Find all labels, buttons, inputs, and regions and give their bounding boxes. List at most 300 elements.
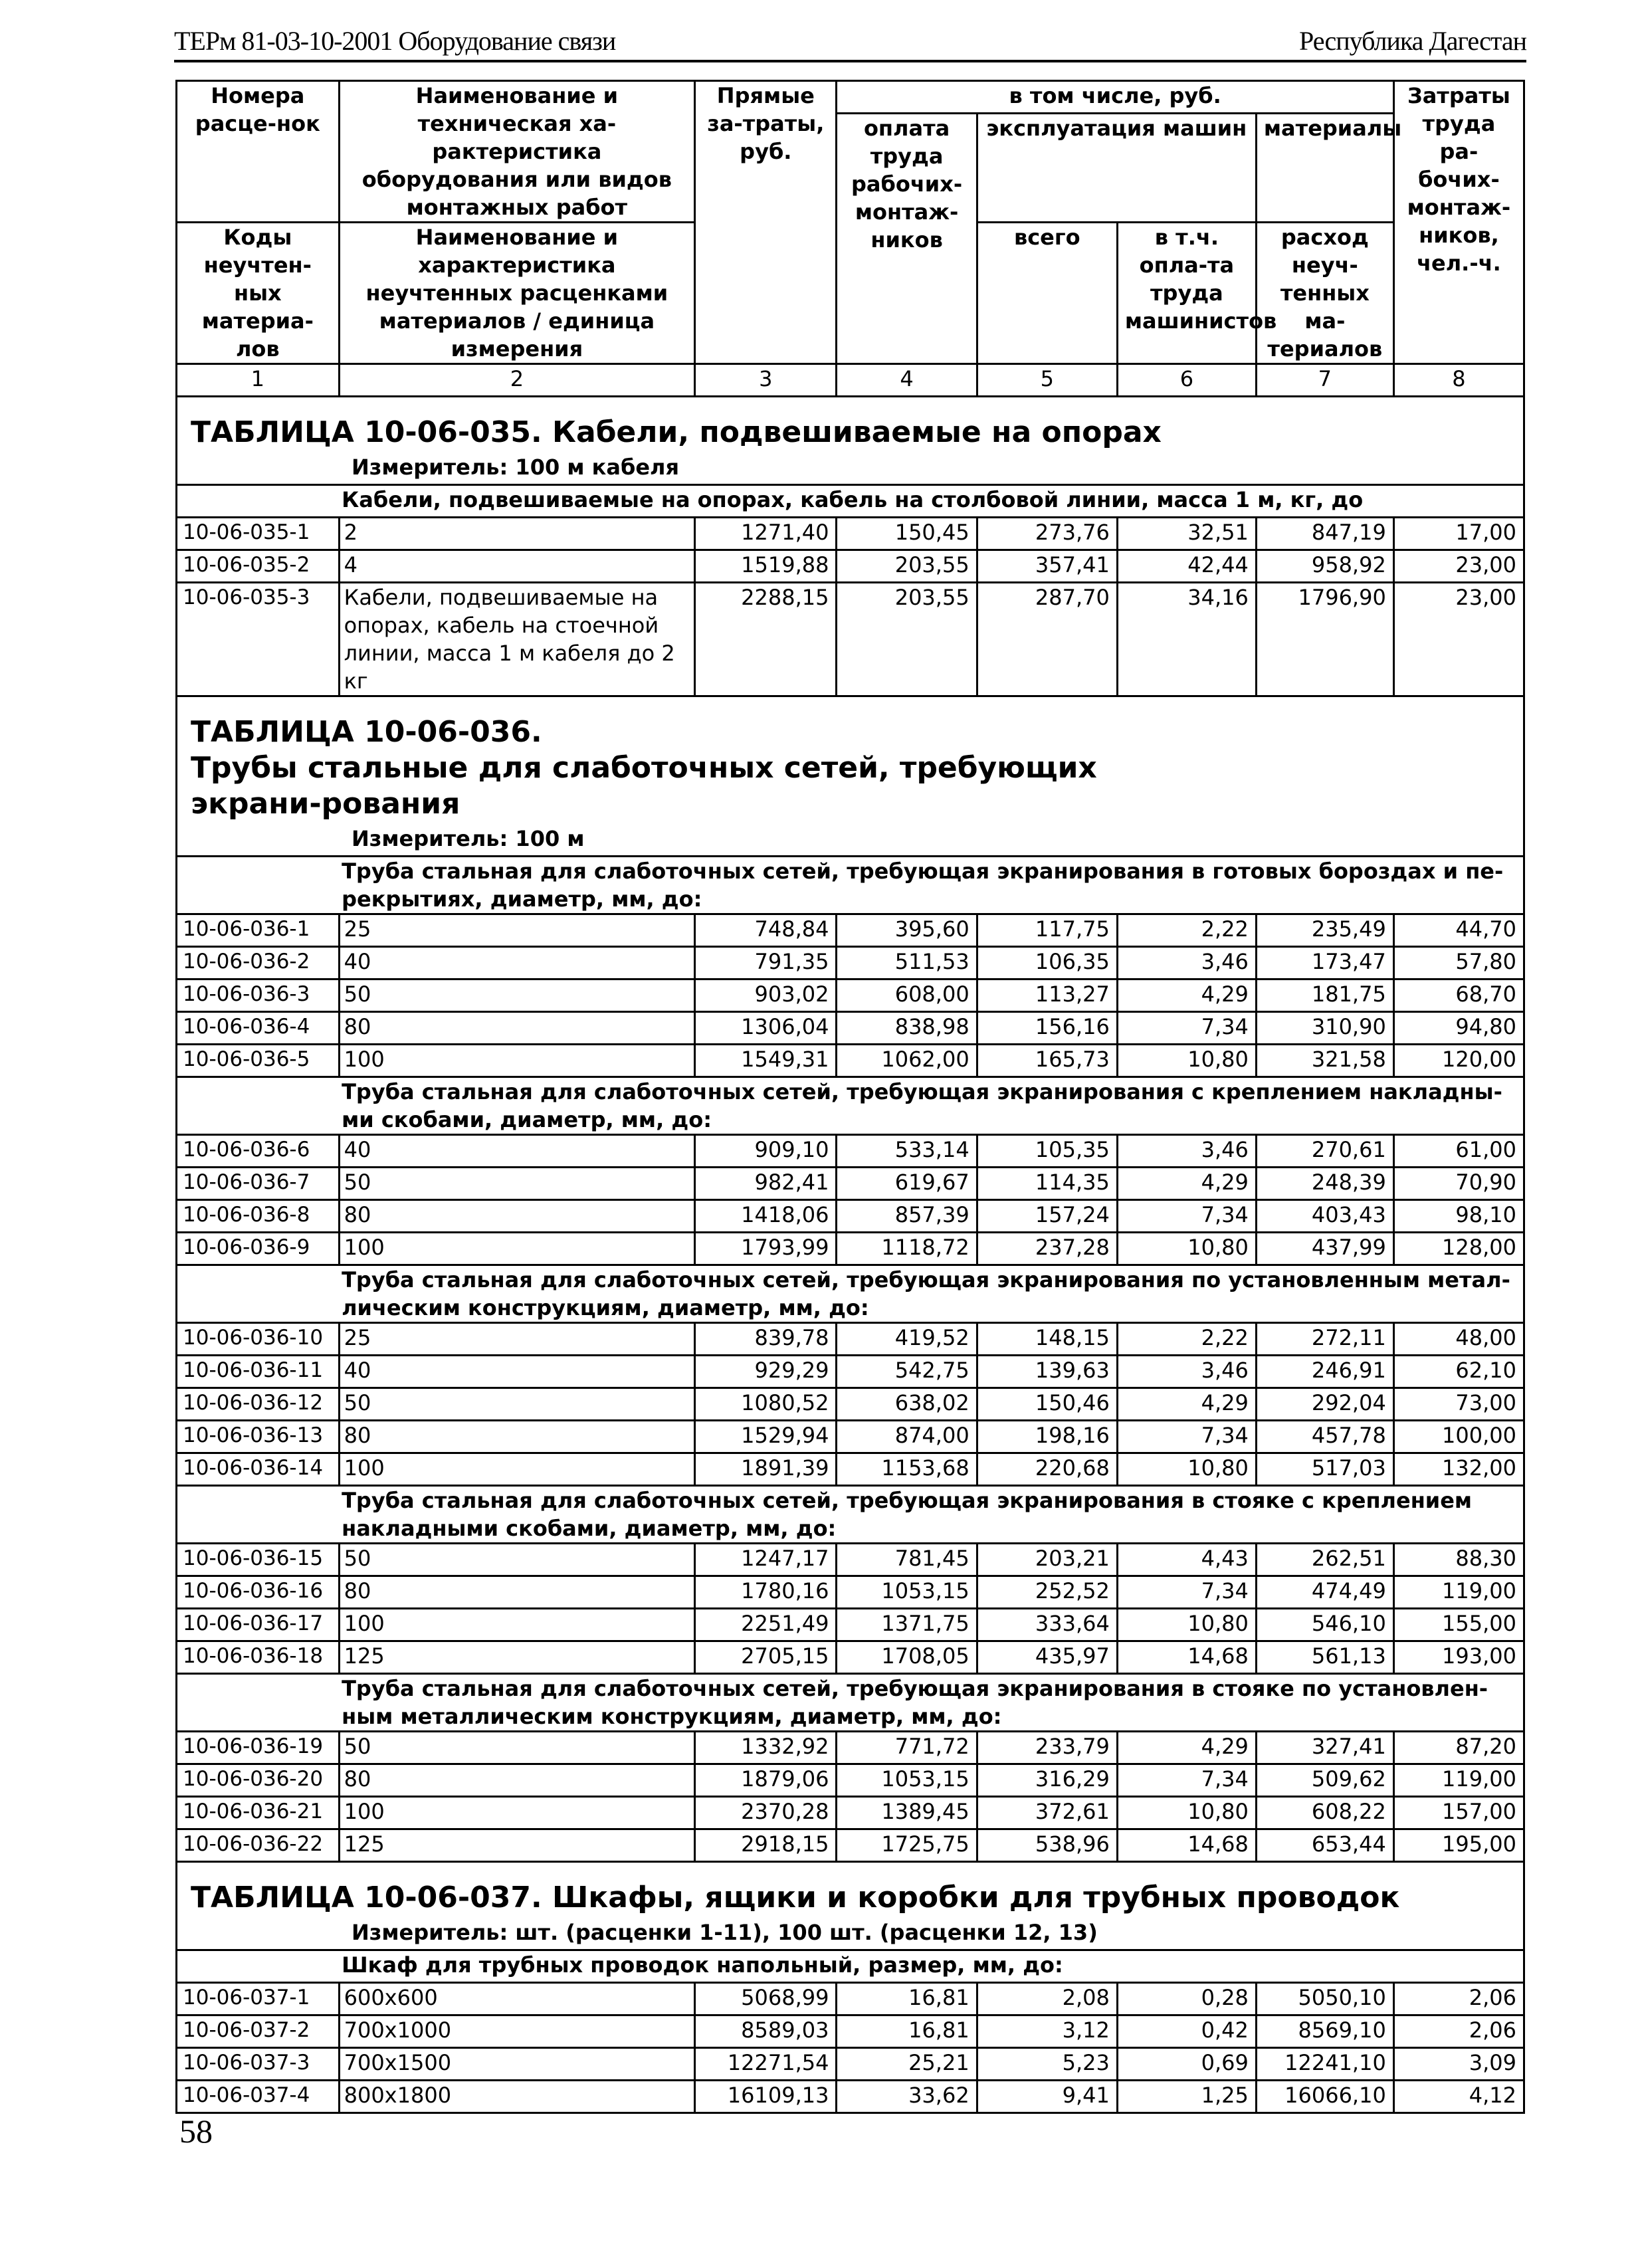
labor-pay: 203,55 (837, 583, 977, 696)
labor-pay: 33,62 (837, 2081, 977, 2113)
column-number: 1 (177, 364, 340, 397)
page-number: 58 (179, 2113, 213, 2150)
rate-row (177, 1233, 1524, 1265)
column-number: 2 (339, 364, 695, 397)
labor-pay: 1389,45 (837, 1797, 977, 1829)
group-title-spacer (177, 1077, 340, 1135)
rate-description: 700x1500 (339, 2048, 695, 2081)
labor-hours: 128,00 (1393, 1233, 1524, 1265)
column-number: 8 (1393, 364, 1524, 397)
machinist-pay: 4,29 (1117, 1388, 1256, 1421)
machines-total: 5,23 (977, 2048, 1117, 2081)
direct-costs: 1306,04 (695, 1012, 837, 1045)
rate-code: 10-06-036-22 (177, 1829, 340, 1862)
header-labor-pay: оплата труда рабочих-монтаж-ников (837, 114, 977, 364)
labor-hours: 61,00 (1393, 1135, 1524, 1168)
machinist-pay: 42,44 (1117, 550, 1256, 583)
rate-row (177, 1576, 1524, 1609)
rate-code: 10-06-036-15 (177, 1544, 340, 1576)
labor-pay: 542,75 (837, 1356, 977, 1388)
rate-description: Кабели, подвешиваемые на опорах, кабель на стоечной линии, масса 1 м кабеля до 2 кг (339, 583, 695, 696)
material-usage: 12241,10 (1256, 2048, 1393, 2081)
material-usage: 517,03 (1256, 1453, 1393, 1486)
rates-document (175, 80, 1525, 2114)
direct-costs: 1793,99 (695, 1233, 837, 1265)
group-title-row (177, 857, 1524, 914)
labor-pay: 1708,05 (837, 1641, 977, 1674)
material-usage: 181,75 (1256, 979, 1393, 1012)
measure-unit: Измеритель: 100 м (352, 826, 585, 851)
header-work-name: Наименование и техническая ха-рактеристика оборудования или видов монтажных работ (339, 81, 695, 223)
machinist-pay: 3,46 (1117, 947, 1256, 979)
rate-description: 50 (339, 979, 695, 1012)
rate-row (177, 518, 1524, 550)
machines-total: 237,28 (977, 1233, 1117, 1265)
rate-row (177, 1983, 1524, 2015)
material-usage: 270,61 (1256, 1135, 1393, 1168)
header-labor-hours: Затраты труда ра-бочих-монтаж-ников, чел.-ч. (1393, 81, 1524, 364)
rate-code: 10-06-036-20 (177, 1764, 340, 1797)
machinist-pay: 32,51 (1117, 518, 1256, 550)
rate-row (177, 1544, 1524, 1576)
rates-table (175, 80, 1525, 2114)
rate-row (177, 979, 1524, 1012)
rate-row (177, 1764, 1524, 1797)
machines-total: 316,29 (977, 1764, 1117, 1797)
machines-total: 287,70 (977, 583, 1117, 696)
material-usage: 546,10 (1256, 1609, 1393, 1641)
machines-total: 157,24 (977, 1200, 1117, 1233)
rate-code: 10-06-036-14 (177, 1453, 340, 1486)
direct-costs: 1080,52 (695, 1388, 837, 1421)
rate-description: 100 (339, 1609, 695, 1641)
rate-row (177, 947, 1524, 979)
machinist-pay: 4,29 (1117, 979, 1256, 1012)
table-title (184, 397, 1516, 451)
rate-row (177, 583, 1524, 696)
rate-description: 25 (339, 1323, 695, 1356)
labor-pay: 1153,68 (837, 1453, 977, 1486)
rate-description: 100 (339, 1233, 695, 1265)
rate-code: 10-06-036-3 (177, 979, 340, 1012)
material-usage: 437,99 (1256, 1233, 1393, 1265)
header-material-names: Наименование и характеристика неучтенных расценками материалов / единица измерения (339, 223, 695, 364)
table-name: Трубы стальные для слаботочных сетей, требующих экрани-рования (191, 751, 1097, 821)
rate-description: 50 (339, 1388, 695, 1421)
rate-row (177, 2081, 1524, 2113)
machines-total: 165,73 (977, 1045, 1117, 1077)
rate-row (177, 1641, 1524, 1674)
section-title-row (177, 1862, 1524, 1950)
machinist-pay: 2,22 (1117, 1323, 1256, 1356)
labor-pay: 874,00 (837, 1421, 977, 1453)
rate-description: 40 (339, 947, 695, 979)
machines-total: 150,46 (977, 1388, 1117, 1421)
machines-total: 538,96 (977, 1829, 1117, 1862)
direct-costs: 839,78 (695, 1323, 837, 1356)
machines-total: 273,76 (977, 518, 1117, 550)
rate-row (177, 1829, 1524, 1862)
group-title: Труба стальная для слаботочных сетей, требующая экранирования в стояке с креплением накладными скобами, диаметр, мм, до: (339, 1486, 1524, 1544)
machines-total: 198,16 (977, 1421, 1117, 1453)
machines-total: 220,68 (977, 1453, 1117, 1486)
machines-total: 3,12 (977, 2015, 1117, 2048)
table-title (184, 697, 1516, 822)
machinist-pay: 3,46 (1117, 1135, 1256, 1168)
column-number: 3 (695, 364, 837, 397)
region-name: Республика Дагестан (1299, 26, 1526, 56)
group-title-spacer (177, 1486, 340, 1544)
rate-code: 10-06-037-2 (177, 2015, 340, 2048)
rate-code: 10-06-036-9 (177, 1233, 340, 1265)
machinist-pay: 10,80 (1117, 1233, 1256, 1265)
labor-hours: 4,12 (1393, 2081, 1524, 2113)
column-number: 4 (837, 364, 977, 397)
header-machines-total: всего (977, 223, 1117, 364)
machinist-pay: 7,34 (1117, 1421, 1256, 1453)
machines-total: 139,63 (977, 1356, 1117, 1388)
machinist-pay: 4,29 (1117, 1732, 1256, 1764)
rate-description: 4 (339, 550, 695, 583)
rates-table-body (177, 81, 1524, 2113)
rate-row (177, 1797, 1524, 1829)
header-row-1 (177, 81, 1524, 114)
rate-description: 50 (339, 1732, 695, 1764)
rate-code: 10-06-036-6 (177, 1135, 340, 1168)
direct-costs: 5068,99 (695, 1983, 837, 2015)
machinist-pay: 1,25 (1117, 2081, 1256, 2113)
section-title (177, 696, 1524, 857)
rate-row (177, 1168, 1524, 1200)
rate-code: 10-06-036-13 (177, 1421, 340, 1453)
rate-description: 40 (339, 1356, 695, 1388)
rate-description: 80 (339, 1576, 695, 1609)
rate-code: 10-06-036-12 (177, 1388, 340, 1421)
labor-pay: 1062,00 (837, 1045, 977, 1077)
material-usage: 8569,10 (1256, 2015, 1393, 2048)
labor-pay: 838,98 (837, 1012, 977, 1045)
material-usage: 1796,90 (1256, 583, 1393, 696)
table-code: ТАБЛИЦА 10-06-036. (191, 715, 542, 749)
rate-description: 80 (339, 1200, 695, 1233)
group-title-row (177, 485, 1524, 518)
labor-hours: 119,00 (1393, 1764, 1524, 1797)
material-usage: 327,41 (1256, 1732, 1393, 1764)
group-title: Труба стальная для слаботочных сетей, требующая экранирования с креплением накладны-ми скобами, диаметр, мм, до: (339, 1077, 1524, 1135)
rate-row (177, 1012, 1524, 1045)
labor-hours: 3,09 (1393, 2048, 1524, 2081)
labor-hours: 87,20 (1393, 1732, 1524, 1764)
direct-costs: 791,35 (695, 947, 837, 979)
group-title: Труба стальная для слаботочных сетей, требующая экранирования в готовых бороздах и пе-рекрытиях, диаметр, мм, до: (339, 857, 1524, 914)
material-usage: 292,04 (1256, 1388, 1393, 1421)
page-header (174, 19, 1526, 62)
rate-description: 100 (339, 1797, 695, 1829)
rate-description: 125 (339, 1641, 695, 1674)
machinist-pay: 7,34 (1117, 1200, 1256, 1233)
material-usage: 235,49 (1256, 914, 1393, 947)
machines-total: 203,21 (977, 1544, 1117, 1576)
rate-code: 10-06-036-17 (177, 1609, 340, 1641)
group-title: Кабели, подвешиваемые на опорах, кабель на столбовой линии, масса 1 м, кг, до (339, 485, 1524, 518)
group-title: Труба стальная для слаботочных сетей, требующая экранирования в стояке по установлен-ным металлическим конструкциям, диаметр, мм, до: (339, 1674, 1524, 1732)
labor-hours: 68,70 (1393, 979, 1524, 1012)
rate-code: 10-06-037-3 (177, 2048, 340, 2081)
rate-code: 10-06-036-19 (177, 1732, 340, 1764)
machinist-pay: 14,68 (1117, 1829, 1256, 1862)
material-usage: 5050,10 (1256, 1983, 1393, 2015)
labor-pay: 619,67 (837, 1168, 977, 1200)
direct-costs: 1780,16 (695, 1576, 837, 1609)
rate-description: 100 (339, 1045, 695, 1077)
rate-code: 10-06-037-4 (177, 2081, 340, 2113)
rate-row (177, 2015, 1524, 2048)
machines-total: 233,79 (977, 1732, 1117, 1764)
table-name: Кабели, подвешиваемые на опорах (552, 415, 1162, 449)
labor-hours: 132,00 (1393, 1453, 1524, 1486)
rate-description: 25 (339, 914, 695, 947)
column-number: 5 (977, 364, 1117, 397)
rate-row (177, 1732, 1524, 1764)
machines-total: 333,64 (977, 1609, 1117, 1641)
labor-hours: 70,90 (1393, 1168, 1524, 1200)
labor-pay: 533,14 (837, 1135, 977, 1168)
labor-pay: 1053,15 (837, 1764, 977, 1797)
header-machines: эксплуатация машин (977, 114, 1256, 223)
table-code: ТАБЛИЦА 10-06-035. (191, 415, 542, 449)
labor-pay: 1725,75 (837, 1829, 977, 1862)
direct-costs: 2705,15 (695, 1641, 837, 1674)
material-usage: 173,47 (1256, 947, 1393, 979)
header-machinist-pay: в т.ч. опла-та труда машинистов (1117, 223, 1256, 364)
labor-hours: 88,30 (1393, 1544, 1524, 1576)
machines-total: 106,35 (977, 947, 1117, 979)
rate-description: 80 (339, 1421, 695, 1453)
machinist-pay: 0,28 (1117, 1983, 1256, 2015)
material-usage: 847,19 (1256, 518, 1393, 550)
labor-hours: 2,06 (1393, 2015, 1524, 2048)
material-usage: 321,58 (1256, 1045, 1393, 1077)
rate-row (177, 550, 1524, 583)
section-title (177, 397, 1524, 485)
table-name: Шкафы, ящики и коробки для трубных проводок (552, 1881, 1400, 1914)
labor-pay: 395,60 (837, 914, 977, 947)
direct-costs: 1418,06 (695, 1200, 837, 1233)
group-title-row (177, 1486, 1524, 1544)
machinist-pay: 4,29 (1117, 1168, 1256, 1200)
labor-hours: 2,06 (1393, 1983, 1524, 2015)
labor-hours: 23,00 (1393, 550, 1524, 583)
group-title-row (177, 1950, 1524, 1983)
labor-hours: 157,00 (1393, 1797, 1524, 1829)
labor-hours: 98,10 (1393, 1200, 1524, 1233)
labor-hours: 195,00 (1393, 1829, 1524, 1862)
machinist-pay: 0,42 (1117, 2015, 1256, 2048)
material-usage: 457,78 (1256, 1421, 1393, 1453)
rate-row (177, 1356, 1524, 1388)
machines-total: 357,41 (977, 550, 1117, 583)
rate-code: 10-06-037-1 (177, 1983, 340, 2015)
group-title-spacer (177, 485, 340, 518)
machines-total: 252,52 (977, 1576, 1117, 1609)
direct-costs: 982,41 (695, 1168, 837, 1200)
rate-code: 10-06-036-21 (177, 1797, 340, 1829)
rate-row (177, 1609, 1524, 1641)
machines-total: 105,35 (977, 1135, 1117, 1168)
direct-costs: 1879,06 (695, 1764, 837, 1797)
direct-costs: 12271,54 (695, 2048, 837, 2081)
machinist-pay: 34,16 (1117, 583, 1256, 696)
header-rate-number: Номера расце-нок (177, 81, 340, 223)
rate-description: 100 (339, 1453, 695, 1486)
group-title-row (177, 1674, 1524, 1732)
group-title-spacer (177, 1674, 340, 1732)
rate-code: 10-06-035-2 (177, 550, 340, 583)
machinist-pay: 7,34 (1117, 1576, 1256, 1609)
labor-hours: 120,00 (1393, 1045, 1524, 1077)
direct-costs: 1519,88 (695, 550, 837, 583)
labor-hours: 100,00 (1393, 1421, 1524, 1453)
labor-pay: 150,45 (837, 518, 977, 550)
labor-hours: 23,00 (1393, 583, 1524, 696)
group-title-row (177, 1077, 1524, 1135)
direct-costs: 929,29 (695, 1356, 837, 1388)
machines-total: 372,61 (977, 1797, 1117, 1829)
document-code: ТЕРм 81-03-10-2001 Оборудование связи (174, 26, 616, 56)
direct-costs: 16109,13 (695, 2081, 837, 2113)
machines-total: 113,27 (977, 979, 1117, 1012)
direct-costs: 1529,94 (695, 1421, 837, 1453)
group-title-spacer (177, 1265, 340, 1323)
header-material-codes: Коды неучтен-ных материа-лов (177, 223, 340, 364)
material-usage: 608,22 (1256, 1797, 1393, 1829)
material-usage: 958,92 (1256, 550, 1393, 583)
group-title-spacer (177, 1950, 340, 1983)
header-materials: материалы (1256, 114, 1393, 223)
material-usage: 474,49 (1256, 1576, 1393, 1609)
header-material-usage: расход неуч-тенных ма-териалов (1256, 223, 1393, 364)
rate-description: 50 (339, 1168, 695, 1200)
direct-costs: 2288,15 (695, 583, 837, 696)
labor-pay: 511,53 (837, 947, 977, 979)
rate-row (177, 914, 1524, 947)
machinist-pay: 14,68 (1117, 1641, 1256, 1674)
direct-costs: 1271,40 (695, 518, 837, 550)
rate-description: 50 (339, 1544, 695, 1576)
rate-description: 800x1800 (339, 2081, 695, 2113)
material-usage: 262,51 (1256, 1544, 1393, 1576)
labor-pay: 1053,15 (837, 1576, 977, 1609)
rate-row (177, 2048, 1524, 2081)
rate-row (177, 1323, 1524, 1356)
direct-costs: 2370,28 (695, 1797, 837, 1829)
labor-pay: 16,81 (837, 2015, 977, 2048)
material-usage: 403,43 (1256, 1200, 1393, 1233)
rate-description: 80 (339, 1012, 695, 1045)
material-usage: 248,39 (1256, 1168, 1393, 1200)
column-number: 7 (1256, 364, 1393, 397)
rate-code: 10-06-036-16 (177, 1576, 340, 1609)
machines-total: 148,15 (977, 1323, 1117, 1356)
section-title (177, 1862, 1524, 1950)
labor-pay: 419,52 (837, 1323, 977, 1356)
group-title: Труба стальная для слаботочных сетей, требующая экранирования по установленным метал-лическим конструкциям, диаметр, мм, до: (339, 1265, 1524, 1323)
column-numbers-row (177, 364, 1524, 397)
column-number: 6 (1117, 364, 1256, 397)
table-code: ТАБЛИЦА 10-06-037. (191, 1881, 542, 1914)
machines-total: 9,41 (977, 2081, 1117, 2113)
rate-code: 10-06-036-7 (177, 1168, 340, 1200)
rate-code: 10-06-036-2 (177, 947, 340, 979)
rate-row (177, 1421, 1524, 1453)
direct-costs: 1247,17 (695, 1544, 837, 1576)
rate-description: 40 (339, 1135, 695, 1168)
direct-costs: 2251,49 (695, 1609, 837, 1641)
direct-costs: 8589,03 (695, 2015, 837, 2048)
table-title (184, 1863, 1516, 1916)
rate-code: 10-06-036-8 (177, 1200, 340, 1233)
machines-total: 114,35 (977, 1168, 1117, 1200)
labor-pay: 1118,72 (837, 1233, 977, 1265)
labor-hours: 193,00 (1393, 1641, 1524, 1674)
direct-costs: 1549,31 (695, 1045, 837, 1077)
rate-code: 10-06-036-5 (177, 1045, 340, 1077)
material-usage: 16066,10 (1256, 2081, 1393, 2113)
labor-hours: 44,70 (1393, 914, 1524, 947)
labor-hours: 57,80 (1393, 947, 1524, 979)
direct-costs: 909,10 (695, 1135, 837, 1168)
machines-total: 435,97 (977, 1641, 1117, 1674)
labor-hours: 119,00 (1393, 1576, 1524, 1609)
rate-description: 80 (339, 1764, 695, 1797)
section-title-row (177, 696, 1524, 857)
rate-description: 2 (339, 518, 695, 550)
direct-costs: 2918,15 (695, 1829, 837, 1862)
group-title: Шкаф для трубных проводок напольный, размер, мм, до: (339, 1950, 1524, 1983)
rate-description: 125 (339, 1829, 695, 1862)
rate-row (177, 1200, 1524, 1233)
direct-costs: 1332,92 (695, 1732, 837, 1764)
machinist-pay: 4,43 (1117, 1544, 1256, 1576)
labor-pay: 16,81 (837, 1983, 977, 2015)
machinist-pay: 3,46 (1117, 1356, 1256, 1388)
header-including: в том числе, руб. (837, 81, 1393, 114)
direct-costs: 1891,39 (695, 1453, 837, 1486)
rate-row (177, 1135, 1524, 1168)
rate-code: 10-06-036-18 (177, 1641, 340, 1674)
header-direct-costs: Прямые за-траты, руб. (695, 81, 837, 364)
labor-pay: 771,72 (837, 1732, 977, 1764)
labor-pay: 203,55 (837, 550, 977, 583)
rate-code: 10-06-035-3 (177, 583, 340, 696)
direct-costs: 748,84 (695, 914, 837, 947)
labor-pay: 857,39 (837, 1200, 977, 1233)
rate-row (177, 1453, 1524, 1486)
machinist-pay: 10,80 (1117, 1797, 1256, 1829)
material-usage: 653,44 (1256, 1829, 1393, 1862)
rate-code: 10-06-036-11 (177, 1356, 340, 1388)
labor-hours: 155,00 (1393, 1609, 1524, 1641)
machinist-pay: 7,34 (1117, 1764, 1256, 1797)
labor-hours: 48,00 (1393, 1323, 1524, 1356)
machines-total: 156,16 (977, 1012, 1117, 1045)
labor-pay: 638,02 (837, 1388, 977, 1421)
labor-hours: 94,80 (1393, 1012, 1524, 1045)
labor-hours: 62,10 (1393, 1356, 1524, 1388)
machines-total: 2,08 (977, 1983, 1117, 2015)
direct-costs: 903,02 (695, 979, 837, 1012)
group-title-spacer (177, 857, 340, 914)
